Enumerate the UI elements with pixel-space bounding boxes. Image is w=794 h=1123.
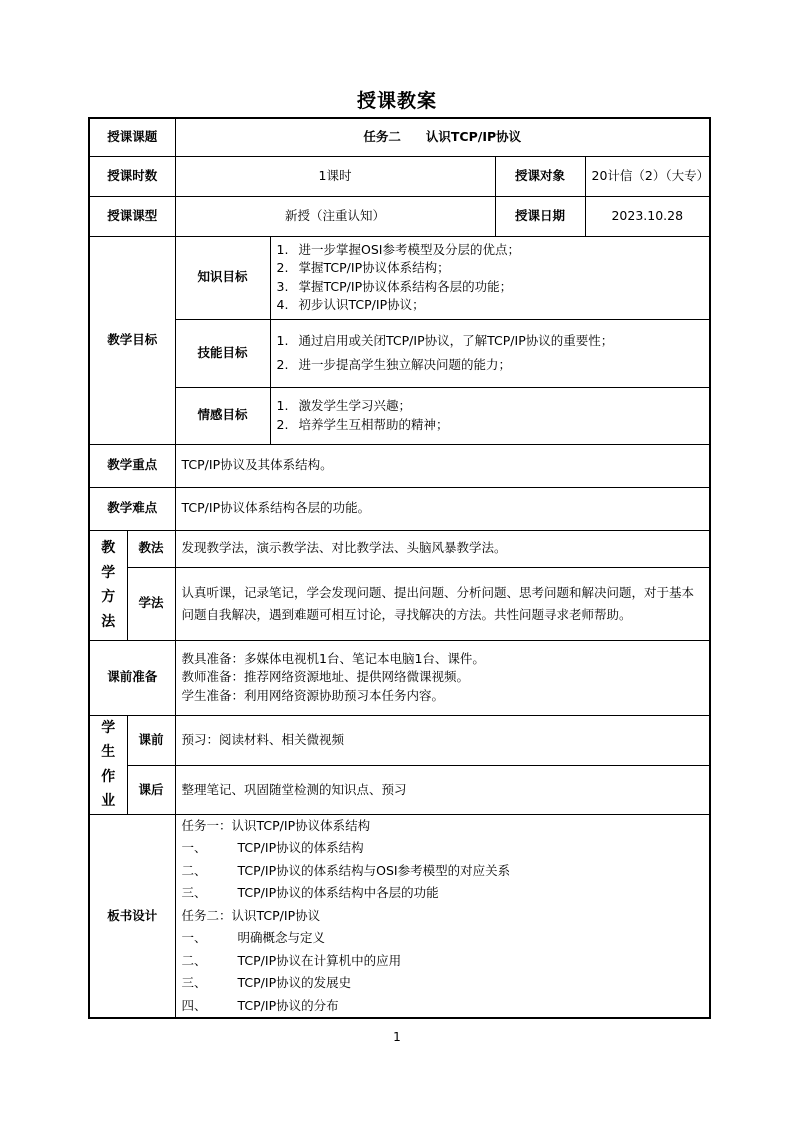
prep-list [175,640,710,715]
homework-before-label: 课前 [127,715,175,766]
key-point-label: 教学重点 [89,444,175,487]
learn-method-value: 认真听课，记录笔记，学会发现问题、提出问题、分析问题、思考问题和解决问题，对于基本问题自我解决，遇到难题可相互讨论，寻找解决的方法。共性问题寻求老师帮助。 [175,567,710,640]
emotion-goal-label: 情感目标 [175,387,270,444]
teach-method-label: 教法 [127,530,175,567]
board-task1: 任务一：认识TCP/IP协议体系结构 [181,817,371,833]
row-skill-goal [89,319,710,387]
difficulty-label: 教学难点 [89,487,175,530]
skill-goal-list [270,319,710,387]
course-label: 授课课题 [89,118,175,156]
list-item: 二、 TCP/IP协议在计算机中的应用 [181,952,402,968]
prep-label: 课前准备 [89,640,175,715]
teach-method-value: 发现教学法，演示教学法、对比教学法、头脑风暴教学法。 [175,530,710,567]
row-homework-before [89,715,710,766]
hours-value: 1课时 [175,156,495,196]
date-label: 授课日期 [495,196,585,236]
homework-before-value: 预习：阅读材料、相关微视频 [175,715,710,766]
list-item: 学生准备：利用网络资源协助预习本任务内容。 [181,687,445,703]
list-item: 三、 TCP/IP协议的体系结构中各层的功能 [181,885,439,900]
homework-label: 学 生 作 业 [89,715,127,814]
list-item: 1. 通过启用或关闭TCP/IP协议，了解TCP/IP协议的重要性； [276,333,614,349]
board-task2: 任务二：认识TCP/IP协议 [181,907,321,923]
row-board [89,814,710,1018]
type-label: 授课课型 [89,196,175,236]
difficulty-value: TCP/IP协议体系结构各层的功能。 [175,487,710,530]
board-label: 板书设计 [89,814,175,1018]
document-title: 授课教案 [356,90,437,112]
target-value: 20计信（2）（大专） [585,156,710,196]
list-item: 3. 掌握TCP/IP协议体系结构各层的功能； [276,278,513,294]
list-item: 四、 TCP/IP协议的分布 [181,997,339,1013]
key-point-value: TCP/IP协议及其体系结构。 [175,444,710,487]
knowledge-goal-list [270,236,710,319]
row-homework-after [89,766,710,814]
list-item: 一、 明确概念与定义 [181,930,326,945]
row-difficulty [89,487,710,530]
list-item: 2. 进一步提高学生独立解决问题的能力； [276,357,512,372]
list-item: 一、 TCP/IP协议的体系结构 [181,840,364,855]
type-value: 新授（注重认知） [175,196,495,236]
board-content [175,814,710,1018]
hours-label: 授课时数 [89,156,175,196]
knowledge-goal-label: 知识目标 [175,236,270,319]
lesson-plan-table [88,117,711,1019]
row-learn-method [89,567,710,640]
list-item: 二、 TCP/IP协议的体系结构与OSI参考模型的对应关系 [181,862,511,878]
row-knowledge-goal [89,236,710,319]
list-item: 教具准备：多媒体电视机1台、笔记本电脑1台、课件。 [181,651,485,667]
row-course [89,118,710,156]
methods-label: 教 学 方 法 [89,530,127,640]
row-hours [89,156,710,196]
list-item: 教师准备：推荐网络资源地址、提供网络微课视频。 [181,669,470,685]
list-item: 4. 初步认识TCP/IP协议； [276,296,425,312]
skill-goal-label: 技能目标 [175,319,270,387]
learn-method-label: 学法 [127,567,175,640]
list-item: 三、 TCP/IP协议的发展史 [181,975,352,990]
row-prep [89,640,710,715]
row-key-point [89,444,710,487]
date-value: 2023.10.28 [585,196,710,236]
row-emotion-goal [89,387,710,444]
list-item: 1. 激发学生学习兴趣； [276,398,412,414]
goals-label: 教学目标 [89,236,175,444]
emotion-goal-list [270,387,710,444]
homework-after-label: 课后 [127,766,175,814]
homework-after-value: 整理笔记、巩固随堂检测的知识点、预习 [175,766,710,814]
row-teach-method [89,530,710,567]
row-type [89,196,710,236]
list-item: 2. 掌握TCP/IP协议体系结构； [276,260,450,276]
list-item: 2. 培养学生互相帮助的精神； [276,416,449,432]
list-item: 1. 进一步掌握OSI参考模型及分层的优点； [276,242,520,258]
course-value: 任务二 认识TCP/IP协议 [175,118,710,156]
page-number: 1 [393,1030,401,1044]
target-label: 授课对象 [495,156,585,196]
